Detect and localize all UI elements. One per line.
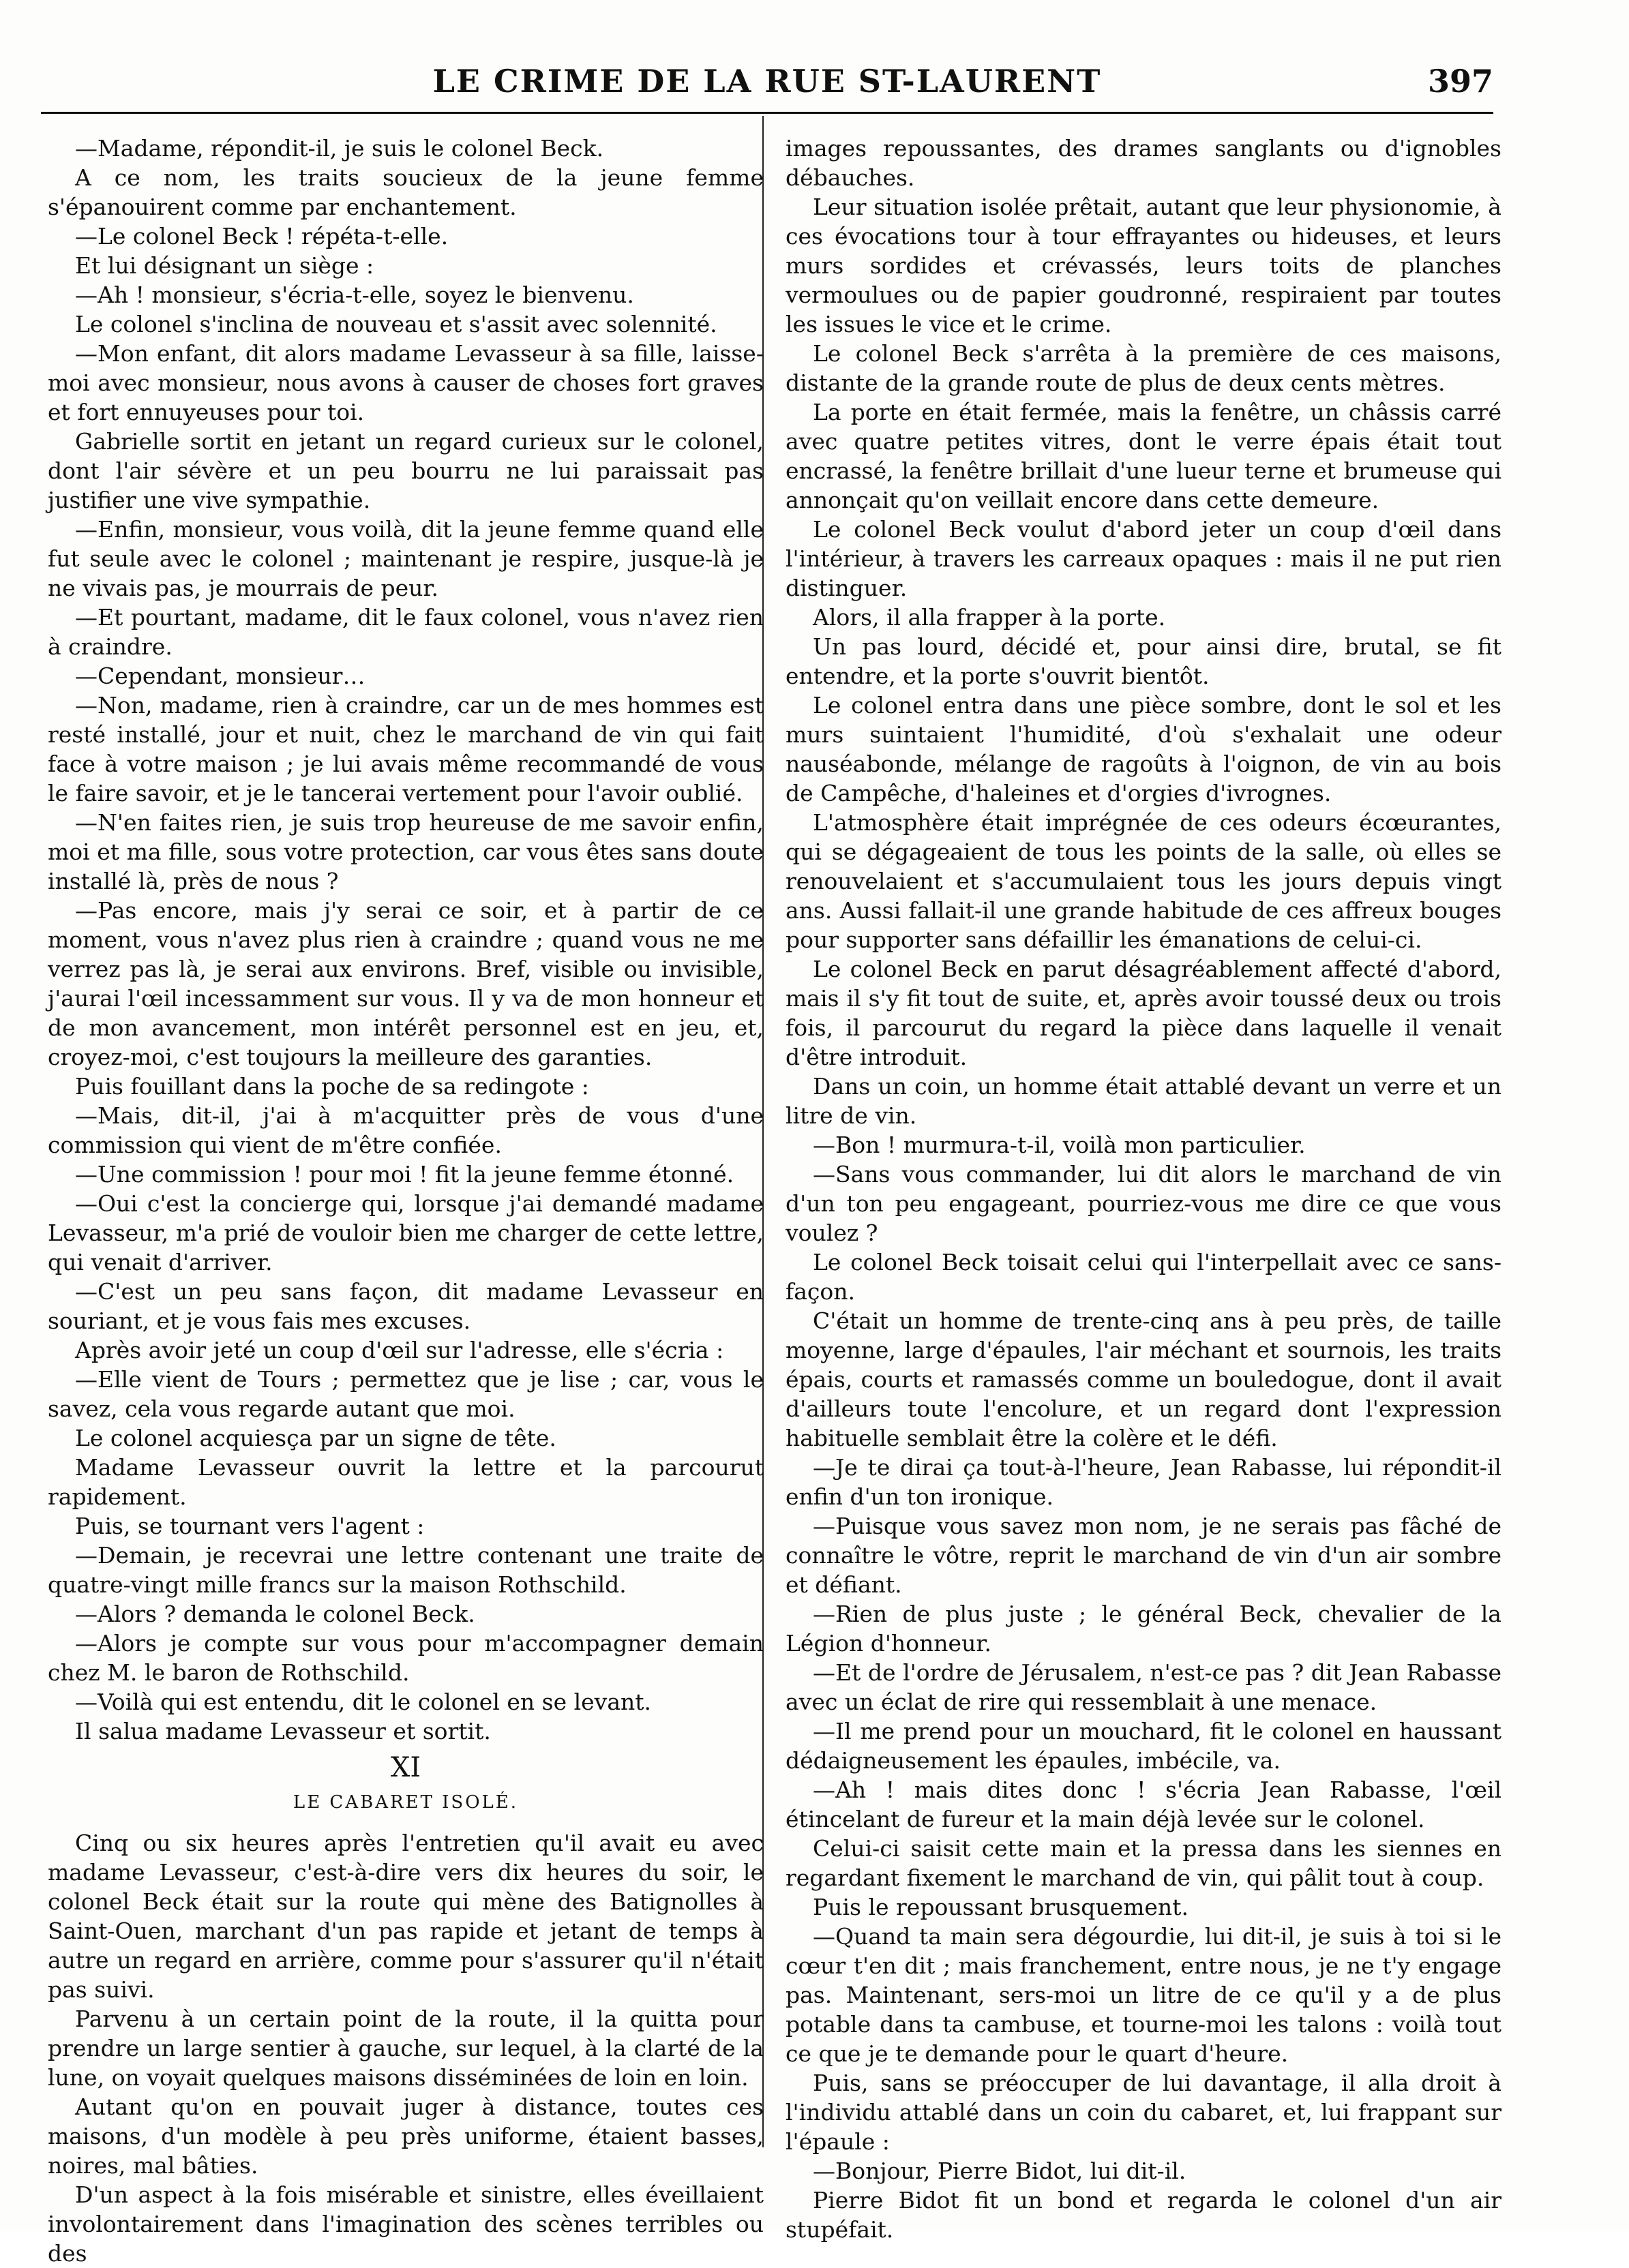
paragraph: A ce nom, les traits soucieux de la jeune femme s'épanouirent comme par enchantement. bbox=[48, 164, 764, 220]
paragraph: Le colonel Beck s'arrêta à la première de ces maisons, distante de la grande route de plus de deux cents mètres. bbox=[786, 340, 1501, 396]
paragraph: —Le colonel Beck ! répéta-t-elle. bbox=[75, 223, 449, 250]
paragraph: —Il me prend pour un mouchard, fit le colonel en haussant dédaigneusement les épaules, imbécile, va. bbox=[786, 1718, 1501, 1774]
paragraph: —Non, madame, rien à craindre, car un de mes hommes est resté installé, jour et nuit, chez le marchand de vin qui fait face à votre maison ; je lui avais même recommandé de vous le faire savoir, et je le tancerai vertement pour l'avoir oublié. bbox=[48, 692, 764, 806]
paragraph: Il salua madame Levasseur et sortit. bbox=[75, 1718, 491, 1744]
paragraph: —Ah ! monsieur, s'écria-t-elle, soyez le bienvenu. bbox=[75, 282, 634, 308]
paragraph: —Et de l'ordre de Jérusalem, n'est-ce pas ? dit Jean Rabasse avec un éclat de rire qui ressemblait à une menace. bbox=[786, 1659, 1501, 1715]
paragraph: Alors, il alla frapper à la porte. bbox=[813, 604, 1166, 631]
paragraph: Après avoir jeté un coup d'œil sur l'adresse, elle s'écria : bbox=[75, 1337, 724, 1363]
paragraph: —Elle vient de Tours ; permettez que je lise ; car, vous le savez, cela vous regarde autant que moi. bbox=[48, 1366, 764, 1422]
paragraph: Le colonel entra dans une pièce sombre, dont le sol et les murs suintaient l'humidité, d'où s'exhalait une odeur nauséabonde, mélange de ragoûts à l'oignon, de vin au bois de Campêche, d'haleines et d'orgies d'ivrognes. bbox=[786, 692, 1501, 806]
paragraph: —Je te dirai ça tout-à-l'heure, Jean Rabasse, lui répondit-il enfin d'un ton ironique. bbox=[786, 1454, 1501, 1510]
paragraph: L'atmosphère était imprégnée de ces odeurs écœurantes, qui se dégageaient de tous les points de la salle, où elles se renouvelaient et s'accumulaient tous les jours depuis vingt ans. Aussi fallait-il une grande habitude de ces affreux bouges pour supporter sans défaillir les émanations de celui-ci. bbox=[786, 809, 1501, 953]
paragraph: —Mon enfant, dit alors madame Levasseur à sa fille, laisse-moi avec monsieur, nous avons à causer de choses fort graves et fort ennuyeuses pour toi. bbox=[48, 340, 764, 425]
paragraph: —Sans vous commander, lui dit alors le marchand de vin d'un ton peu engageant, pourriez-vous me dire ce que vous voulez ? bbox=[786, 1161, 1501, 1246]
paragraph: —Rien de plus juste ; le général Beck, chevalier de la Légion d'honneur. bbox=[786, 1601, 1501, 1657]
paragraph: Pierre Bidot fit un bond et regarda le colonel d'un air stupéfait. bbox=[786, 2187, 1501, 2243]
paragraph: Le colonel acquiesça par un signe de tête. bbox=[75, 1425, 556, 1451]
paragraph: Autant qu'on en pouvait juger à distance, toutes ces maisons, d'un modèle à peu près uniforme, étaient basses, noires, mal bâties. bbox=[48, 2093, 764, 2179]
paragraph: Le colonel Beck toisait celui qui l'interpellait avec ce sans-façon. bbox=[786, 1249, 1501, 1305]
paragraph: Leur situation isolée prêtait, autant que leur physionomie, à ces évocations tour à tour effrayantes ou hideuses, et leurs murs sordides et crévassés, leurs toits de planches vermoulues ou de papier goudronné, respiraient par toutes les issues le vice et le crime. bbox=[786, 194, 1501, 337]
paragraph: —Alors je compte sur vous pour m'accompagner demain chez M. le baron de Rothschild. bbox=[48, 1630, 764, 1686]
paragraph: —Cependant, monsieur… bbox=[75, 663, 365, 689]
paragraph: —Oui c'est la concierge qui, lorsque j'ai demandé madame Levasseur, m'a prié de vouloir bien me charger de cette lettre, qui venait d'arriver. bbox=[48, 1190, 764, 1275]
paragraph: Le colonel s'inclina de nouveau et s'assit avec solennité. bbox=[75, 311, 717, 337]
paragraph: Puis le repoussant brusquement. bbox=[813, 1894, 1189, 1920]
running-title: LE CRIME DE LA RUE ST-LAURENT bbox=[432, 63, 1102, 100]
paragraph: —Et pourtant, madame, dit le faux colonel, vous n'avez rien à craindre. bbox=[48, 604, 764, 660]
paragraph: Parvenu à un certain point de la route, il la quitta pour prendre un large sentier à gauche, sur lequel, à la clarté de la lune, on voyait quelques maisons disséminées de loin en loin. bbox=[48, 2006, 764, 2091]
right-column bbox=[786, 134, 1501, 2244]
chapter-number: XI bbox=[390, 1752, 421, 1783]
paragraph: Madame Levasseur ouvrit la lettre et la parcourut rapidement. bbox=[48, 1454, 764, 1510]
paragraph: Et lui désignant un siège : bbox=[75, 252, 374, 279]
paragraph: —Pas encore, mais j'y serai ce soir, et à partir de ce moment, vous n'avez plus rien à craindre ; quand vous ne me verrez pas là, je serai aux environs. Bref, visible ou invisible, j'aurai l'œil incessamment sur vous. Il y va de mon honneur et de mon avancement, mon intérêt personnel est en jeu, et, croyez-moi, c'est toujours la meilleure des garanties. bbox=[48, 897, 764, 1070]
paragraph: —Puisque vous savez mon nom, je ne serais pas fâché de connaître le vôtre, reprit le marchand de vin d'un air sombre et défiant. bbox=[786, 1513, 1501, 1598]
paragraph: Puis, sans se préoccuper de lui davantage, il alla droit à l'individu attablé dans un coin du cabaret, et, lui frappant sur l'épaule : bbox=[786, 2070, 1501, 2155]
paragraph: —Mais, dit-il, j'ai à m'acquitter près de vous d'une commission qui vient de m'être confiée. bbox=[48, 1102, 764, 1158]
paragraph: Puis fouillant dans la poche de sa redingote : bbox=[75, 1073, 589, 1100]
header-rule bbox=[41, 112, 1493, 114]
paragraph: —Demain, je recevrai une lettre contenant une traite de quatre-vingt mille francs sur la maison Rothschild. bbox=[48, 1542, 764, 1598]
paragraph: D'un aspect à la fois misérable et sinistre, elles éveillaient involontairement dans l'imagination des scènes terribles ou des bbox=[48, 2181, 764, 2267]
paragraph: —Alors ? demanda le colonel Beck. bbox=[75, 1601, 475, 1627]
paragraph: —Bon ! murmura-t-il, voilà mon particulier. bbox=[813, 1132, 1306, 1158]
page-header bbox=[41, 63, 1493, 110]
paragraph: —C'est un peu sans façon, dit madame Levasseur en souriant, et je vous fais mes excuses. bbox=[48, 1278, 764, 1334]
paragraph: C'était un homme de trente-cinq ans à peu près, de taille moyenne, large d'épaules, l'air méchant et sournois, les traits épais, courts et ramassés comme un bouledogue, dont il avait d'ailleurs toute l'encolure, et un regard dont l'expression habituelle semblait être la colère et le défi. bbox=[786, 1307, 1501, 1451]
paragraph: Dans un coin, un homme était attablé devant un verre et un litre de vin. bbox=[786, 1073, 1501, 1129]
paragraph: —Quand ta main sera dégourdie, lui dit-il, je suis à toi si le cœur t'en dit ; mais franchement, entre nous, je ne t'y engage pas. Maintenant, sers-moi un litre de ce qu'il y a de plus potable dans ta cambuse, et tourne-moi les talons : voilà tout ce que je te demande pour le quart d'heure. bbox=[786, 1923, 1501, 2067]
paragraph: —Enfin, monsieur, vous voilà, dit la jeune femme quand elle fut seule avec le colonel ; maintenant je respire, jusque-là je ne vivais pas, je mourrais de peur. bbox=[48, 516, 764, 601]
paragraph: images repoussantes, des drames sanglants ou d'ignobles débauches. bbox=[786, 135, 1501, 191]
paragraph: —Une commission ! pour moi ! fit la jeune femme étonné. bbox=[75, 1161, 734, 1188]
chapter-title: LE CABARET ISOLÉ. bbox=[293, 1792, 519, 1813]
paragraph: Le colonel Beck en parut désagréablement affecté d'abord, mais il s'y fit tout de suite, et, après avoir toussé deux ou trois fois, il parcourut du regard la pièce dans laquelle il venait d'être introduit. bbox=[786, 956, 1501, 1070]
paragraph: —Madame, répondit-il, je suis le colonel Beck. bbox=[75, 135, 604, 162]
paragraph: —Bonjour, Pierre Bidot, lui dit-il. bbox=[813, 2158, 1186, 2184]
paragraph: —Ah ! mais dites donc ! s'écria Jean Rabasse, l'œil étincelant de fureur et la main déjà levée sur le colonel. bbox=[786, 1776, 1501, 1832]
paragraph: Un pas lourd, décidé et, pour ainsi dire, brutal, se fit entendre, et la porte s'ouvrit bientôt. bbox=[786, 633, 1501, 689]
paragraph: —Voilà qui est entendu, dit le colonel en se levant. bbox=[75, 1689, 651, 1715]
paragraph: —N'en faites rien, je suis trop heureuse de me savoir enfin, moi et ma fille, sous votre protection, car vous êtes sans doute installé là, près de nous ? bbox=[48, 809, 764, 894]
paragraph: Celui-ci saisit cette main et la pressa dans les siennes en regardant fixement le marchand de vin, qui pâlit tout à coup. bbox=[786, 1835, 1501, 1891]
paragraph: La porte en était fermée, mais la fenêtre, un châssis carré avec quatre petites vitres, dont le verre épais était tout encrassé, la fenêtre brillait d'une lueur terne et brumeuse qui annonçait qu'on veillait encore dans cette demeure. bbox=[786, 399, 1501, 513]
paragraph: Puis, se tournant vers l'agent : bbox=[75, 1513, 425, 1539]
paragraph: Gabrielle sortit en jetant un regard curieux sur le colonel, dont l'air sévère et un peu bourru ne lui paraissait pas justifier une vive sympathie. bbox=[48, 428, 764, 513]
left-column bbox=[48, 134, 764, 2268]
page-number: 397 bbox=[1427, 63, 1493, 100]
paragraph: Cinq ou six heures après l'entretien qu'il avait eu avec madame Levasseur, c'est-à-dire vers dix heures du soir, le colonel Beck était sur la route qui mène des Batignolles à Saint-Ouen, marchant d'un pas rapide et jetant de temps à autre un regard en arrière, comme pour s'assurer qu'il n'était pas suivi. bbox=[48, 1830, 764, 2003]
paragraph: Le colonel Beck voulut d'abord jeter un coup d'œil dans l'intérieur, à travers les carreaux opaques : mais il ne put rien distinguer. bbox=[786, 516, 1501, 601]
